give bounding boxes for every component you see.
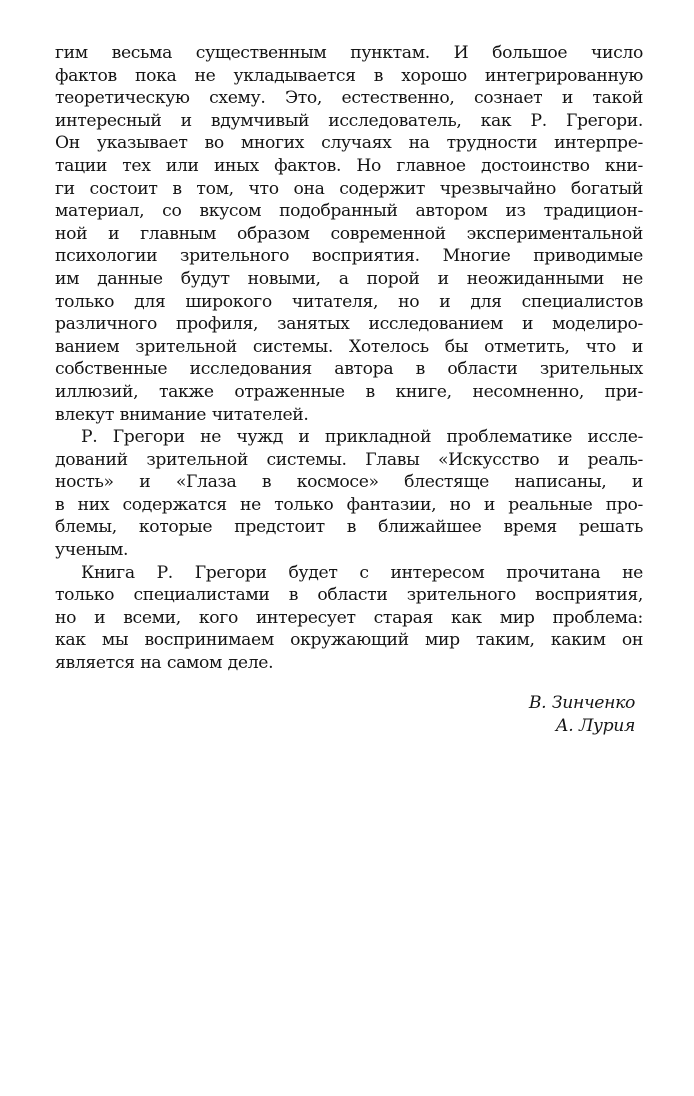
text-line: ученым. (55, 540, 129, 561)
page-body (55, 42, 643, 736)
text-line: интересный и вдумчивый исследователь, как Р. Грегори. (55, 110, 643, 131)
text-line: влекут внимание читателей. (55, 404, 309, 425)
signature-zinchenko: В. Зинченко (528, 693, 635, 713)
text-line: блемы, которые предстоит в ближайшее время решать (55, 517, 643, 538)
text-line: психологии зрительного восприятия. Многие приводимые (55, 246, 643, 267)
signatures (55, 692, 635, 737)
text-line: но и всеми, кого интересует старая как мир проблема: (55, 607, 643, 628)
text-line: является на самом деле. (55, 653, 274, 674)
paragraph-1 (55, 42, 643, 426)
text-line: ной и главным образом современной экспериментальной (55, 223, 643, 244)
text-line: Книга Р. Грегори будет с интересом прочитана не (81, 562, 643, 583)
text-line: материал, со вкусом подобранный автором из традицион- (55, 201, 643, 222)
text-line: теоретическую схему. Это, естественно, сознает и такой (55, 88, 643, 109)
text-line: только для широкого читателя, но и для специалистов (55, 291, 643, 312)
text-line: им данные будут новыми, а порой и неожиданными не (55, 268, 643, 289)
text-line: фактов пока не укладывается в хорошо интегрированную (55, 65, 643, 86)
text-line: как мы воспринимаем окружающий мир таким, каким он (55, 630, 643, 651)
text-line: иллюзий, также отраженные в книге, несомненно, при- (55, 381, 643, 402)
paragraph-2 (55, 426, 643, 562)
paragraph-3 (55, 562, 643, 675)
text-line: Он указывает во многих случаях на трудности интерпре- (55, 133, 643, 154)
text-line: гим весьма существенным пунктам. И большое число (55, 43, 643, 63)
text-line: тации тех или иных фактов. Но главное достоинство кни- (55, 155, 643, 176)
text-line: Р. Грегори не чужд и прикладной проблематике иссле- (81, 427, 643, 448)
text-line: дований зрительной системы. Главы «Искусство и реаль- (55, 449, 643, 470)
text-line: ванием зрительной системы. Хотелось бы отметить, что и (55, 336, 643, 357)
text-line: собственные исследования автора в области зрительных (55, 359, 643, 380)
text-line: ность» и «Глаза в космосе» блестяще написаны, и (55, 472, 643, 493)
text-line: только специалистами в области зрительного восприятия, (55, 585, 643, 606)
text-line: в них содержатся не только фантазии, но и реальные про- (55, 494, 643, 515)
signature-luria: А. Лурия (555, 715, 635, 736)
text-line: различного профиля, занятых исследованием и моделиро- (55, 314, 643, 335)
text-line: ги состоит в том, что она содержит чрезвычайно богатый (55, 178, 643, 199)
